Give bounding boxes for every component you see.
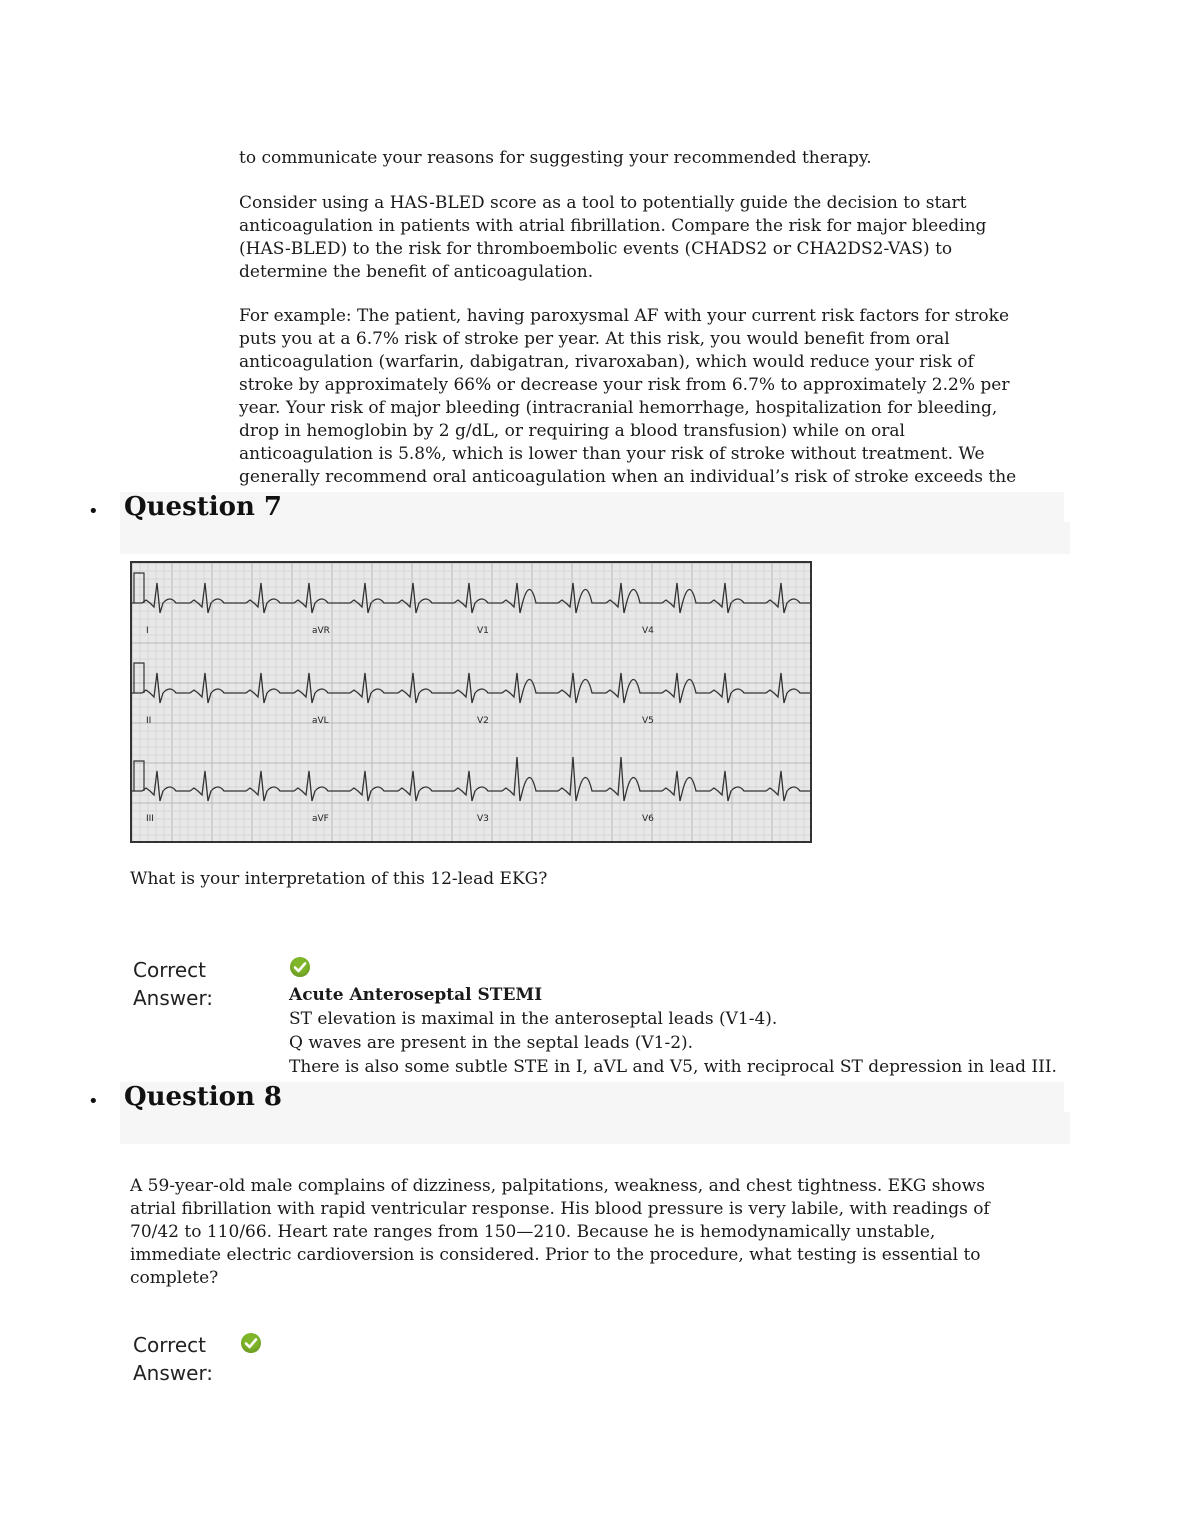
intro-line: to communicate your reasons for suggesting your recommended therapy. [239,148,872,168]
ekg-lead-label: V4 [642,626,654,636]
ekg-lead-label: II [146,716,152,726]
check-circle-icon [290,957,310,977]
ekg-lead-label: V2 [477,716,489,726]
check-circle-icon [241,1333,261,1353]
answer-line: Q waves are present in the septal leads (V1-2). [289,1033,694,1053]
ekg-lead-label: III [146,814,154,824]
ekg-lead-label: V6 [642,814,654,824]
question-8-bullet: • [88,1091,99,1112]
correct-label-line2: Answer: [133,986,214,1010]
ekg-image [130,561,812,843]
answer-title: Acute Anteroseptal STEMI [289,985,543,1005]
ekg-lead-label: I [146,626,149,636]
ekg-lead-label: V3 [477,814,489,824]
ekg-lead-label: V1 [477,626,489,636]
ekg-lead-label: aVF [312,814,329,824]
answer-line: ST elevation is maximal in the anteroseptal leads (V1-4). [289,1009,778,1029]
has-bled-paragraph: Consider using a HAS-BLED score as a tool to potentially guide the decision to start anticoagulation in patients with atrial fibrillation. Compare the risk for major bleeding (HAS-BLED) to the risk for thromboembolic events (CHADS2 or CHA2DS2-VAS) to determine the benefit of anticoagulation. [239,193,987,282]
ekg-lead-label: V5 [642,716,654,726]
correct-answer-label [133,1331,213,1387]
correct-answer-label [133,956,213,1012]
ekg-lead-label: aVR [312,626,330,636]
correct-label-line2: Answer: [133,1361,214,1385]
question-7-answer [289,983,1089,1079]
answer-line: There is also some subtle STE in I, aVL and V5, with reciprocal ST depression in lead III. [289,1057,1057,1077]
correct-label-line1: Correct [133,1333,206,1357]
ekg-calibration-mark [134,573,144,603]
ekg-tracing [132,563,810,841]
ekg-lead-label: aVL [312,716,329,726]
correct-label-line1: Correct [133,958,206,982]
question-7-bullet: • [88,501,99,522]
example-paragraph: For example: The patient, having paroxysmal AF with your current risk factors for stroke puts you at a 6.7% risk of stroke per year. At this risk, you would benefit from oral anticoagulation (warfarin, dabigatran, rivaroxaban), which would reduce your risk of stroke by approximately 66% or decrease your risk from 6.7% to approximately 2.2% per year. Your risk of major bleeding (intracranial hemorrhage, hospitalization for bleeding, drop in hemoglobin by 2 g/dL, or requiring a blood transfusion) while on oral anticoagulation is 5.8%, which is lower than your risk of stroke without treatment. We generally recommend oral anticoagulation when an individual’s risk of stroke exceeds the [239,306,1017,487]
question-7-prompt: What is your interpretation of this 12-lead EKG? [130,869,548,889]
question-8-prompt: A 59-year-old male complains of dizziness, palpitations, weakness, and chest tightness. EKG shows atrial fibrillation with rapid ventricular response. His blood pressure is very labile, with readings of 70/42 to 110/66. Heart rate ranges from 150—210. Because he is hemodynamically unstable, immediate electric cardioversion is considered. Prior to the procedure, what testing is essential to complete? [130,1176,990,1288]
question-7-title: Question 7 [124,492,283,522]
question-8-title: Question 8 [124,1082,283,1112]
